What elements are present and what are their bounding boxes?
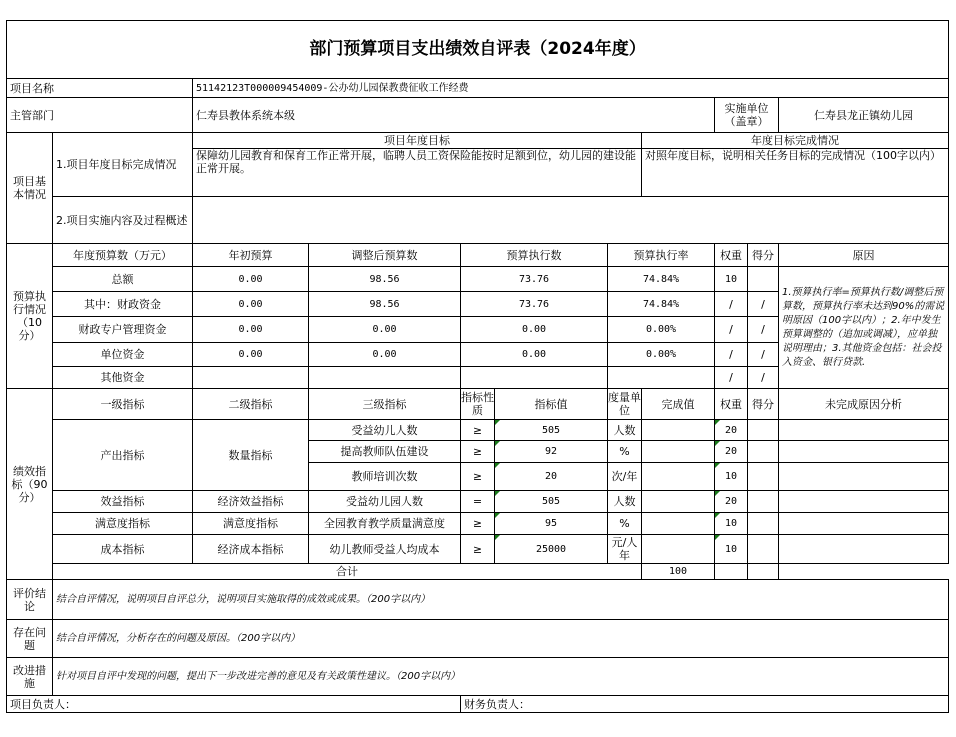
budget-initial[interactable]: 0.00 [193,267,309,292]
budget-header-item: 年度预算数（万元） [53,244,193,267]
perf-row [7,513,949,535]
perf-completed[interactable] [642,441,715,463]
budget-executed[interactable]: 0.00 [461,317,608,343]
perf-row [7,491,949,513]
perf-weight[interactable]: 10 [715,513,748,535]
perf-unit[interactable]: 元/人年 [608,535,642,564]
implementation-label: 2.项目实施内容及过程概述 [53,197,193,244]
goal-completion-label: 1.项目年度目标完成情况 [53,133,193,197]
page-title: 部门预算项目支出绩效自评表（2024年度） [7,21,949,79]
perf-header-l2: 二级指标 [193,389,309,420]
project-lead-label[interactable]: 项目负责人： [7,696,461,713]
perf-row [7,535,949,564]
budget-score[interactable]: / [748,292,779,317]
basic-section-label: 项目基本情况 [7,133,53,244]
perf-l1: 效益指标 [53,491,193,513]
budget-item: 单位资金 [53,343,193,367]
perf-score[interactable] [748,513,779,535]
perf-l3[interactable]: 教师培训次数 [309,463,461,491]
perf-nature[interactable]: ≥ [461,535,495,564]
budget-rate[interactable]: 74.84% [608,267,715,292]
budget-score[interactable]: / [748,343,779,367]
budget-rate[interactable]: 0.00% [608,317,715,343]
perf-header-value: 指标值 [495,389,608,420]
perf-l1: 成本指标 [53,535,193,564]
perf-unit[interactable]: 次/年 [608,463,642,491]
impl-unit-label: 实施单位（盖章） [715,98,779,133]
perf-row [7,420,949,441]
perf-l3[interactable]: 提高教师队伍建设 [309,441,461,463]
budget-adjusted[interactable]: 98.56 [309,292,461,317]
project-name-value[interactable]: 51142123T000009454009-公办幼儿园保教费征收工作经费 [193,79,949,98]
perf-nature[interactable]: ≥ [461,420,495,441]
budget-adjusted[interactable] [309,367,461,389]
perf-l2: 满意度指标 [193,513,309,535]
dept-value[interactable]: 仁寿县教体系统本级 [193,98,715,133]
evaluation-table [6,20,949,713]
perf-l3[interactable]: 受益幼儿人数 [309,420,461,441]
perf-score[interactable] [748,491,779,513]
finance-lead-label[interactable]: 财务负责人： [461,696,949,713]
improvements-text[interactable]: 针对项目自评中发现的问题，提出下一步改进完善的意见及有关政策性建议。（200字以内） [53,658,949,696]
goal-header: 项目年度目标 [193,133,642,149]
perf-weight[interactable]: 20 [715,491,748,513]
perf-l2: 经济成本指标 [193,535,309,564]
perf-unit[interactable]: 人数 [608,491,642,513]
budget-header-rate: 预算执行率 [608,244,715,267]
budget-initial[interactable]: 0.00 [193,343,309,367]
perf-l3[interactable]: 全园教育教学质量满意度 [309,513,461,535]
perf-completed[interactable] [642,420,715,441]
perf-header-weight: 权重 [715,389,748,420]
perf-value[interactable]: 20 [495,463,608,491]
budget-reason-text[interactable]: 1.预算执行率=预算执行数/调整后预算数，预算执行率未达到90%的需说明原因（100字以内）；2.年中发生预算调整的（追加或调减），应单独说明理由；3.其他资金包括：社会投入资金、银行贷款. [779,267,949,389]
perf-unit[interactable]: % [608,441,642,463]
total-weight[interactable]: 100 [642,564,715,580]
perf-value[interactable]: 25000 [495,535,608,564]
budget-weight[interactable]: / [715,317,748,343]
budget-executed[interactable]: 0.00 [461,343,608,367]
budget-score[interactable] [748,267,779,292]
budget-weight[interactable]: / [715,367,748,389]
perf-score[interactable] [748,441,779,463]
issues-text[interactable]: 结合自评情况，分析存在的问题及原因。（200字以内） [53,620,949,658]
perf-unit[interactable]: % [608,513,642,535]
perf-completed[interactable] [642,513,715,535]
budget-header-initial: 年初预算 [193,244,309,267]
completion-text[interactable]: 对照年度目标，说明相关任务目标的完成情况（100字以内） [642,149,949,197]
perf-weight[interactable]: 20 [715,420,748,441]
budget-executed[interactable]: 73.76 [461,292,608,317]
perf-score[interactable] [748,535,779,564]
perf-header-analysis: 未完成原因分析 [779,389,949,420]
perf-header-nature: 指标性质 [461,389,495,420]
budget-adjusted[interactable]: 0.00 [309,317,461,343]
budget-score[interactable]: / [748,317,779,343]
improvements-label: 改进措施 [7,658,53,696]
budget-rate[interactable]: 74.84% [608,292,715,317]
budget-initial[interactable] [193,367,309,389]
conclusion-text[interactable]: 结合自评情况，说明项目自评总分，说明项目实施取得的成效或成果。（200字以内） [53,580,949,620]
budget-initial[interactable]: 0.00 [193,317,309,343]
budget-weight[interactable]: / [715,343,748,367]
perf-analysis[interactable] [779,491,949,513]
perf-weight[interactable]: 20 [715,441,748,463]
perf-value[interactable]: 95 [495,513,608,535]
perf-l3[interactable]: 幼儿教师受益人均成本 [309,535,461,564]
perf-header-score: 得分 [748,389,779,420]
budget-adjusted[interactable]: 0.00 [309,343,461,367]
perf-weight[interactable]: 10 [715,463,748,491]
budget-executed[interactable]: 73.76 [461,267,608,292]
budget-weight[interactable]: 10 [715,267,748,292]
perf-l1-output: 产出指标 [53,420,193,491]
perf-weight[interactable]: 10 [715,535,748,564]
perf-analysis[interactable] [779,441,949,463]
perf-l1: 满意度指标 [53,513,193,535]
total-analysis[interactable] [748,564,779,580]
budget-row [7,267,949,292]
perf-nature[interactable]: ≥ [461,441,495,463]
budget-section-label: 预算执行情况（10分） [7,244,53,389]
perf-header-l1: 一级指标 [53,389,193,420]
perf-value[interactable]: 505 [495,420,608,441]
perf-header-completed: 完成值 [642,389,715,420]
perf-analysis[interactable] [779,420,949,441]
completion-header: 年度目标完成情况 [642,133,949,149]
perf-l3[interactable]: 受益幼儿园人数 [309,491,461,513]
goal-text[interactable]: 保障幼儿园教育和保育工作正常开展，临聘人员工资保险能按时足额到位，幼儿园的建设能正常开展。 [193,149,642,197]
conclusion-label: 评价结论 [7,580,53,620]
perf-l2: 经济效益指标 [193,491,309,513]
budget-rate[interactable] [608,367,715,389]
budget-initial[interactable]: 0.00 [193,292,309,317]
budget-adjusted[interactable]: 98.56 [309,267,461,292]
perf-nature[interactable]: = [461,491,495,513]
perf-analysis[interactable] [779,535,949,564]
budget-header-score: 得分 [748,244,779,267]
issues-label: 存在问题 [7,620,53,658]
budget-item: 其中：财政资金 [53,292,193,317]
perf-value[interactable]: 505 [495,491,608,513]
budget-weight[interactable]: / [715,292,748,317]
perf-nature[interactable]: ≥ [461,513,495,535]
budget-header-executed: 预算执行数 [461,244,608,267]
project-name-label: 项目名称 [7,79,193,98]
implementation-value[interactable] [193,197,949,244]
perf-analysis[interactable] [779,463,949,491]
budget-rate[interactable]: 0.00% [608,343,715,367]
performance-section-label: 绩效指标（90分） [7,389,53,580]
perf-score[interactable] [748,420,779,441]
budget-item: 总额 [53,267,193,292]
perf-nature[interactable]: ≥ [461,463,495,491]
dept-label: 主管部门 [7,98,193,133]
perf-header-unit: 度量单位 [608,389,642,420]
perf-l2-quantity: 数量指标 [193,420,309,491]
perf-completed[interactable] [642,463,715,491]
impl-unit-value[interactable]: 仁寿县龙正镇幼儿园 [779,98,949,133]
budget-header-reason: 原因 [779,244,949,267]
perf-header-l3: 三级指标 [309,389,461,420]
budget-item: 其他资金 [53,367,193,389]
budget-score[interactable]: / [748,367,779,389]
perf-score[interactable] [748,463,779,491]
budget-executed[interactable] [461,367,608,389]
total-label: 合计 [53,564,642,580]
budget-item: 财政专户管理资金 [53,317,193,343]
budget-header-adjusted: 调整后预算数 [309,244,461,267]
budget-header-weight: 权重 [715,244,748,267]
perf-completed[interactable] [642,491,715,513]
perf-completed[interactable] [642,535,715,564]
total-score[interactable] [715,564,748,580]
perf-unit[interactable]: 人数 [608,420,642,441]
perf-analysis[interactable] [779,513,949,535]
perf-value[interactable]: 92 [495,441,608,463]
